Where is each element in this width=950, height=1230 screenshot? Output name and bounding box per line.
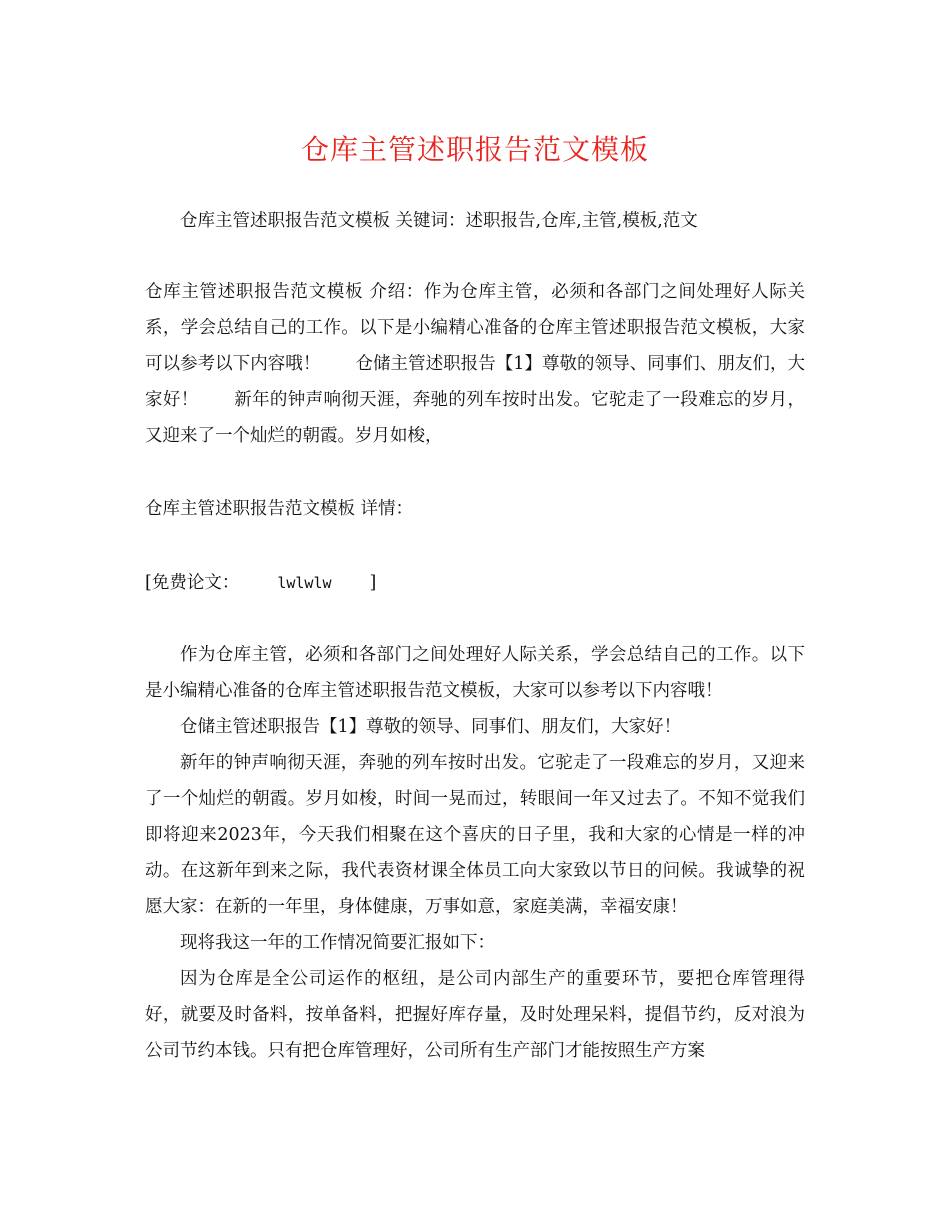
detail-label: 仓库主管述职报告范文模板 详情： bbox=[145, 499, 414, 519]
free-paper-close: ] bbox=[369, 573, 377, 593]
body-paragraph: 作为仓库主管，必须和各部门之间处理好人际关系，学会总结自己的工作。以下是小编精心准备的仓库主管述职报告范文模板，大家可以参考以下内容哦！ bbox=[145, 645, 805, 701]
body-paragraph: 新年的钟声响彻天涯，奔驰的列车按时出发。它驼走了一段难忘的岁月，又迎来了一个灿烂的朝霞。岁月如梭，时间一晃而过，转眼间一年又过去了。不知不觉我们即将迎来2023年，今天我们相聚在这个喜庆的日子里，我和大家的心情是一样的冲动。在这新年到来之际，我代表资材课全体员工向大家致以节日的问候。我诚挚的祝愿大家：在新的一年里，身体健康，万事如意，家庭美满，幸福安康！ bbox=[145, 753, 805, 917]
body-paragraph: 仓储主管述职报告【1】尊敬的领导、同事们、朋友们，大家好！ bbox=[180, 717, 682, 737]
keywords-line: 仓库主管述职报告范文模板 关键词：述职报告,仓库,主管,模板,范文 bbox=[180, 211, 698, 231]
body-paragraph: 现将我这一年的工作情况简要汇报如下： bbox=[180, 933, 495, 953]
document-body bbox=[145, 637, 805, 1069]
free-paper-label: [免费论文： bbox=[145, 573, 240, 593]
free-paper-code: lwlwlw bbox=[277, 574, 332, 592]
body-paragraph: 因为仓库是全公司运作的枢纽，是公司内部生产的重要环节，要把仓库管理得好，就要及时备料，按单备料，把握好库存量，及时处理呆料，提倡节约，反对浪为公司节约本钱。只有把仓库管理好，公司所有生产部门才能按照生产方案 bbox=[145, 969, 805, 1061]
document-title: 仓库主管述职报告范文模板 bbox=[300, 133, 649, 166]
intro-paragraph: 仓库主管述职报告范文模板 介绍：作为仓库主管，必须和各部门之间处理好人际关系，学会总结自己的工作。以下是小编精心准备的仓库主管述职报告范文模板，大家可以参考以下内容哦！ 仓储主管述职报告【1】尊敬的领导、同事们、朋友们，大家好！ 新年的钟声响彻天涯，奔驰的列车按时出发。它驼走了一段难忘的岁月，又迎来了一个灿烂的朝霞。岁月如梭， bbox=[145, 282, 805, 446]
free-paper-line bbox=[145, 565, 805, 601]
